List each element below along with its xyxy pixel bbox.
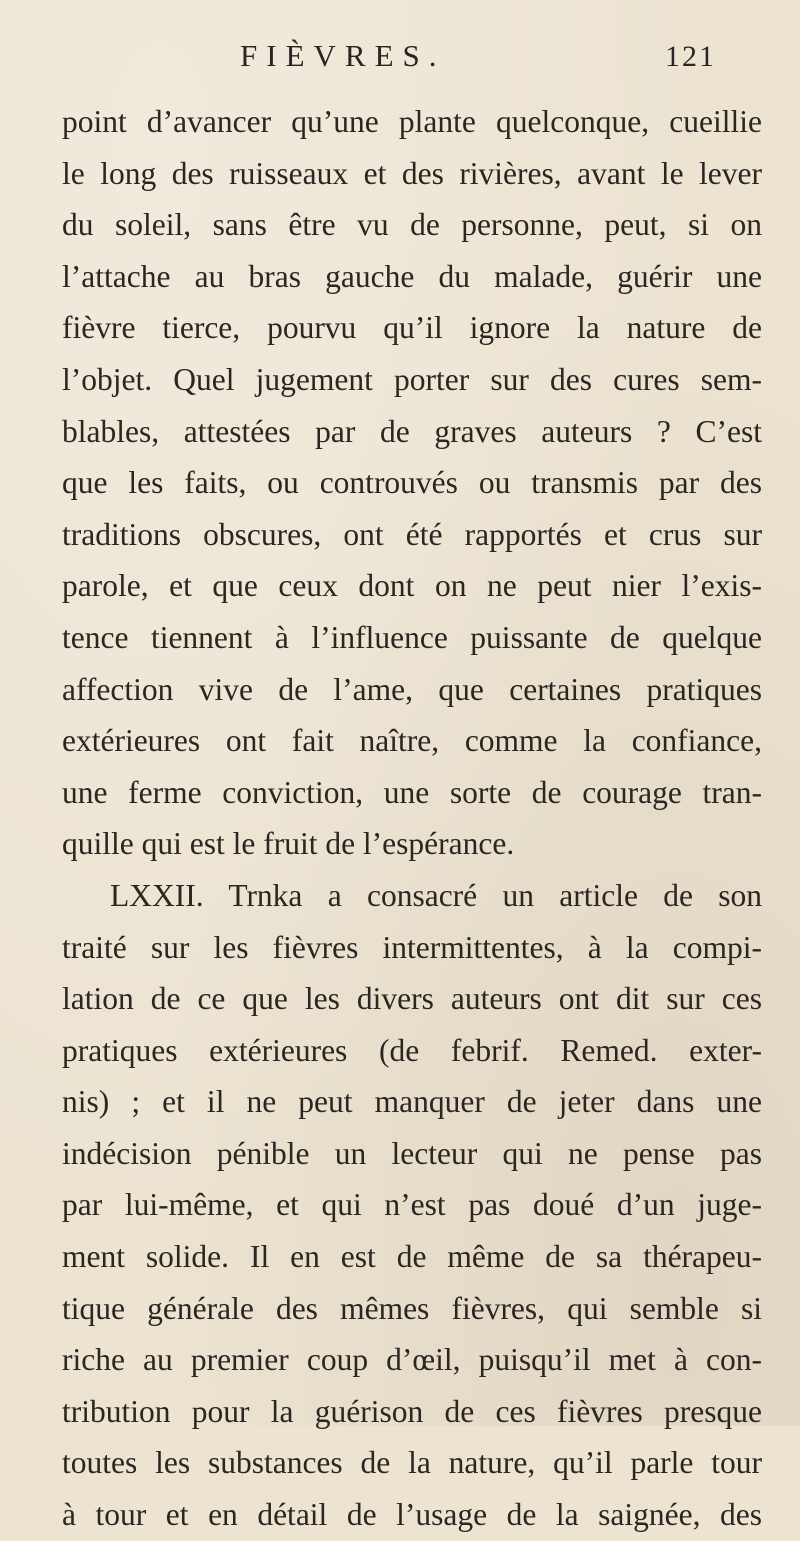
running-head-title: FIÈVRES. bbox=[240, 38, 446, 73]
text-line: traditions obscures, ont été rapportés et crus sur bbox=[62, 516, 762, 552]
text-line: tique générale des mêmes fièvres, qui semble si bbox=[62, 1290, 762, 1326]
text-line: par lui-même, et qui n’est pas doué d’un juge- bbox=[62, 1187, 762, 1223]
text-line: que les faits, ou controuvés ou transmis par des bbox=[62, 465, 762, 501]
text-line: à tour et en détail de l’usage de la saignée, des bbox=[62, 1497, 762, 1533]
text-line: affection vive de l’ame, que certaines pratiques bbox=[62, 671, 762, 707]
text-line: fièvre tierce, pourvu qu’il ignore la nature de bbox=[62, 310, 762, 346]
text-line: quille qui est le fruit de l’espérance. bbox=[62, 826, 515, 862]
text-line: riche au premier coup d’œil, puisqu’il met à con- bbox=[62, 1342, 762, 1378]
text-line: parole, et que ceux dont on ne peut nier l’exis- bbox=[62, 568, 762, 604]
text-line: blables, attestées par de graves auteurs ? C’est bbox=[62, 413, 762, 449]
text-line: du soleil, sans être vu de personne, peut, si on bbox=[62, 207, 762, 243]
text-line: nis) ; et il ne peut manquer de jeter dans une bbox=[62, 1084, 762, 1120]
running-head bbox=[0, 26, 800, 76]
body-text bbox=[62, 96, 762, 1541]
paragraph-start-line: LXXII. Trnka a consacré un article de son bbox=[110, 877, 762, 913]
text-line: le long des ruisseaux et des rivières, avant le lever bbox=[62, 155, 762, 191]
text-line: extérieures ont fait naître, comme la confiance, bbox=[62, 723, 762, 759]
text-line: tribution pour la guérison de ces fièvres presque bbox=[62, 1393, 762, 1429]
text-line: tence tiennent à l’influence puissante de quelque bbox=[62, 619, 762, 655]
text-line: toutes les substances de la nature, qu’il parle tour bbox=[62, 1445, 762, 1481]
text-line: pratiques extérieures (de febrif. Remed. exter- bbox=[62, 1032, 762, 1068]
text-line: indécision pénible un lecteur qui ne pense pas bbox=[62, 1135, 762, 1171]
text-line: traité sur les fièvres intermittentes, à la compi- bbox=[62, 929, 762, 965]
text-line: l’objet. Quel jugement porter sur des cures sem- bbox=[62, 361, 762, 397]
text-line: l’attache au bras gauche du malade, guérir une bbox=[62, 258, 762, 294]
text-line: ment solide. Il en est de même de sa thérapeu- bbox=[62, 1239, 762, 1275]
text-line: lation de ce que les divers auteurs ont dit sur ces bbox=[62, 981, 762, 1017]
text-line: point d’avancer qu’une plante quelconque, cueillie bbox=[62, 104, 762, 139]
text-line: une ferme conviction, une sorte de courage tran- bbox=[62, 774, 762, 810]
page-number: 121 bbox=[665, 40, 716, 73]
